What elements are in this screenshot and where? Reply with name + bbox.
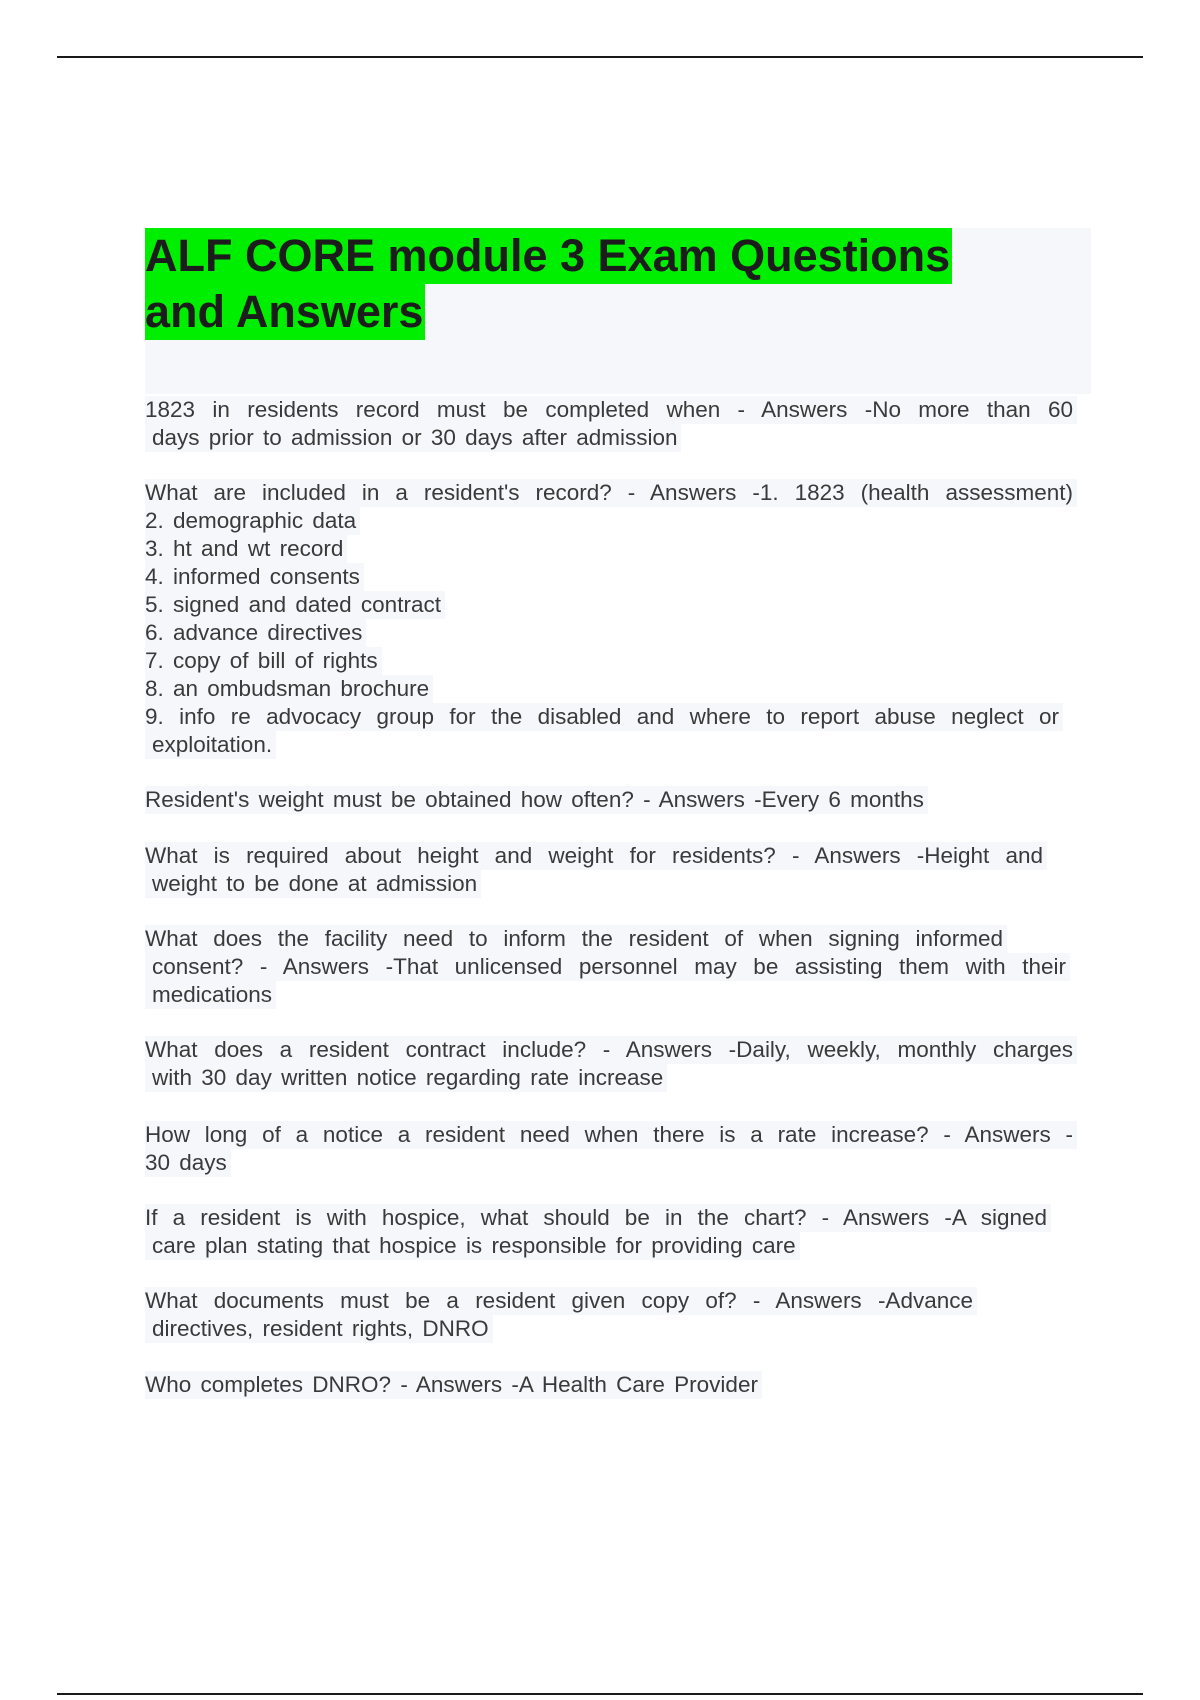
qa-line: 9. info re advocacy group for the disabled and where to report abuse neglect or — [145, 703, 1063, 731]
qa-item-1 — [145, 396, 1085, 452]
qa-line: care plan stating that hospice is responsible for providing care — [145, 1232, 800, 1260]
qa-line: medications — [145, 981, 276, 1009]
qa-item-8 — [145, 1204, 1085, 1260]
qa-line: Resident's weight must be obtained how often? - Answers -Every 6 months — [145, 786, 928, 814]
title-line-2: and Answers — [145, 284, 425, 340]
qa-item-7 — [145, 1121, 1085, 1177]
qa-line: How long of a notice a resident need when there is a rate increase? - Answers - — [145, 1121, 1077, 1149]
qa-line: What does the facility need to inform the resident of when signing informed — [145, 925, 1007, 953]
qa-line: 5. signed and dated contract — [145, 591, 445, 619]
qa-line: 6. advance directives — [145, 619, 366, 647]
qa-line: 1823 in residents record must be completed when - Answers -No more than 60 — [145, 396, 1077, 424]
qa-item-4 — [145, 842, 1085, 898]
top-rule — [57, 56, 1143, 58]
qa-line: 2. demographic data — [145, 507, 360, 535]
qa-item-3 — [145, 786, 1085, 814]
qa-line: directives, resident rights, DNRO — [145, 1315, 493, 1343]
qa-line: What documents must be a resident given copy of? - Answers -Advance — [145, 1287, 977, 1315]
title-line-1: ALF CORE module 3 Exam Questions — [145, 228, 952, 284]
qa-line: What does a resident contract include? - Answers -Daily, weekly, monthly charges — [145, 1036, 1077, 1064]
qa-item-5 — [145, 925, 1085, 1009]
qa-line: 30 days — [145, 1149, 231, 1177]
qa-line: 4. informed consents — [145, 563, 364, 591]
qa-line: 7. copy of bill of rights — [145, 647, 382, 675]
qa-line: What are included in a resident's record? - Answers -1. 1823 (health assessment) — [145, 479, 1077, 507]
bottom-rule — [57, 1693, 1143, 1695]
qa-item-6 — [145, 1036, 1085, 1092]
qa-line: days prior to admission or 30 days after admission — [145, 424, 681, 452]
qa-item-2 — [145, 479, 1085, 759]
qa-line: 8. an ombudsman brochure — [145, 675, 433, 703]
qa-line: consent? - Answers -That unlicensed personnel may be assisting them with their — [145, 953, 1070, 981]
qa-line: exploitation. — [145, 731, 276, 759]
qa-line: What is required about height and weight for residents? - Answers -Height and — [145, 842, 1047, 870]
qa-line: Who completes DNRO? - Answers -A Health Care Provider — [145, 1371, 762, 1399]
qa-line: 3. ht and wt record — [145, 535, 347, 563]
qa-line: If a resident is with hospice, what should be in the chart? - Answers -A signed — [145, 1204, 1051, 1232]
qa-item-10 — [145, 1371, 1085, 1399]
qa-line: weight to be done at admission — [145, 870, 481, 898]
title-block — [145, 228, 1091, 394]
qa-line: with 30 day written notice regarding rate increase — [145, 1064, 667, 1092]
qa-item-9 — [145, 1287, 1085, 1343]
